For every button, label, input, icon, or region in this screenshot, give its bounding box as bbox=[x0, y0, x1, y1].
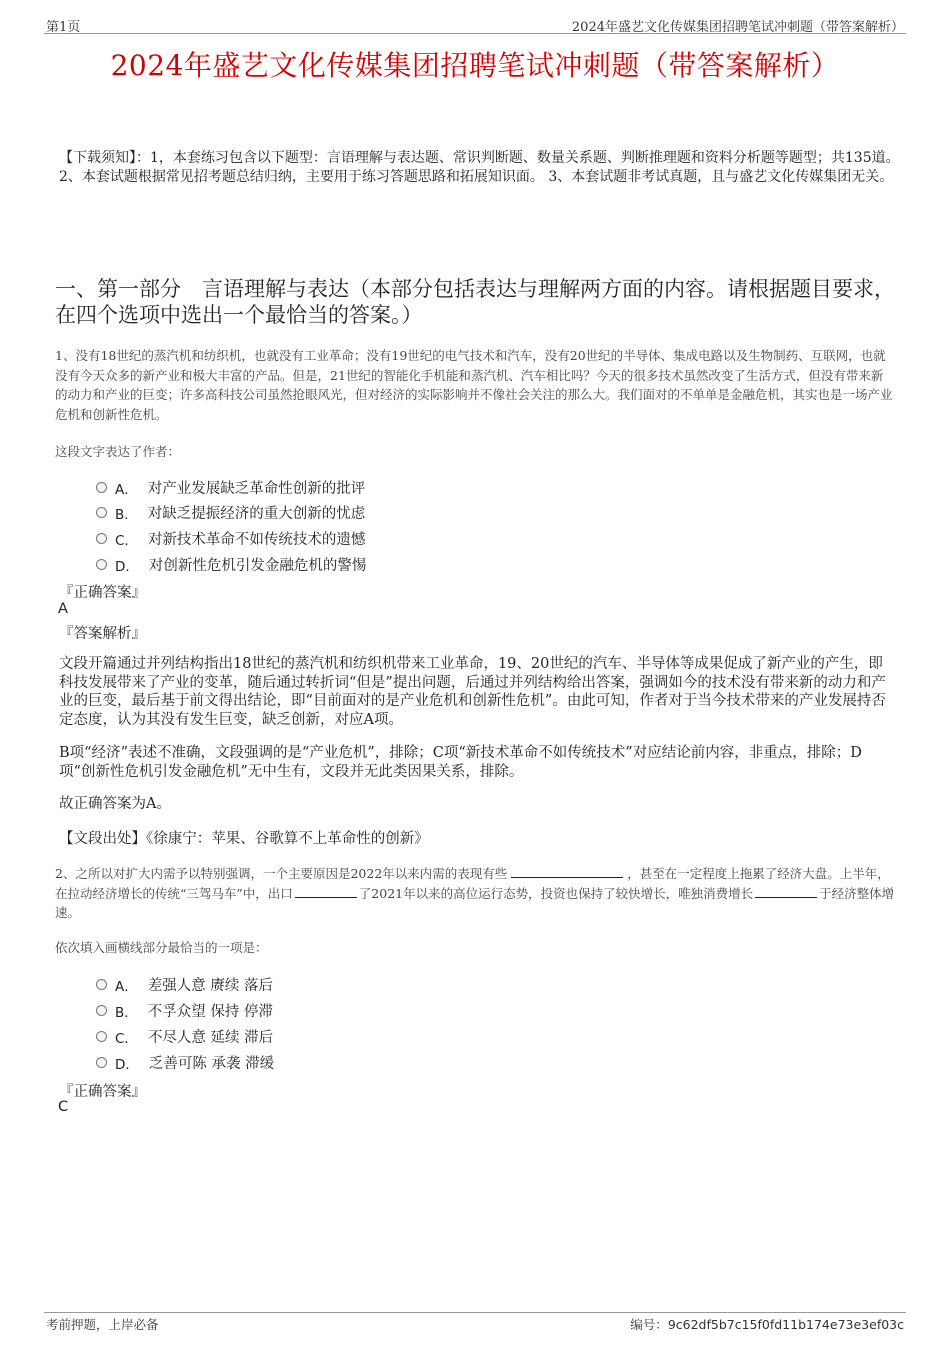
option-text: 对产业发展缺乏革命性创新的批评 bbox=[147, 481, 366, 497]
footer-code bbox=[630, 1315, 904, 1333]
footer-slogan: 考前押题，上岸必备 bbox=[46, 1317, 159, 1332]
q2-option-d[interactable] bbox=[96, 1052, 274, 1073]
page-number: 第1页 bbox=[46, 20, 81, 35]
footer-code-value: 9c62df5b7c15f0fd11b174e73e3ef03c bbox=[667, 1317, 904, 1332]
q2-option-a[interactable] bbox=[96, 974, 273, 995]
section-heading: 一、第一部分 言语理解与表达（本部分包括表达与理解两方面的内容。请根据题目要求，在四个选项中选出一个最恰当的答案。） bbox=[55, 277, 895, 327]
option-text: 差强人意 赓续 落后 bbox=[147, 978, 273, 994]
q2-option-c[interactable] bbox=[96, 1026, 273, 1047]
footer-code-label: 编号： bbox=[630, 1317, 668, 1332]
option-letter: A． bbox=[115, 978, 138, 995]
q2-blank-3[interactable] bbox=[755, 885, 817, 898]
option-letter: D． bbox=[115, 558, 139, 575]
q2-answer: C bbox=[58, 1099, 69, 1115]
q1-option-a[interactable] bbox=[96, 477, 365, 498]
radio-icon[interactable] bbox=[96, 979, 107, 990]
radio-icon[interactable] bbox=[96, 1005, 107, 1016]
q1-option-b[interactable] bbox=[96, 502, 365, 523]
download-notice: 【下载须知】：1，本套练习包含以下题型：言语理解与表达题、常识判断题、数量关系题、判断推理题和资料分析题等题型；共135道。 2、本套试题根据常见招考题总结归纳，主要用于练习答题思路和拓展知识面。 3、本套试题非考试真题，且与盛艺文化传媒集团无关。 bbox=[59, 150, 900, 185]
q2-blank-2[interactable] bbox=[295, 885, 357, 898]
q1-analysis-paragraph-2: B项“经济”表述不准确，文段强调的是“产业危机”，排除；C项“新技术革命不如传统技术”对应结论前内容，非重点，排除；D项“创新性危机引发金融危机”无中生有，文段并无此类因果关系，排除。 bbox=[59, 745, 862, 780]
question-2-prompt: 依次填入画横线部分最恰当的一项是： bbox=[55, 940, 268, 955]
question-2-stem bbox=[55, 864, 895, 923]
option-text: 不孚众望 保持 停滞 bbox=[147, 1004, 273, 1020]
q1-analysis-tag: 『答案解析』 bbox=[59, 626, 146, 642]
q1-option-d[interactable] bbox=[96, 554, 366, 575]
option-letter: B． bbox=[115, 1004, 138, 1021]
question-1-prompt: 这段文字表达了作者： bbox=[55, 444, 181, 459]
question-1-stem: 1、没有18世纪的蒸汽机和纺织机，也就没有工业革命；没有19世纪的电气技术和汽车，没有20世纪的半导体、集成电路以及生物制药、互联网，也就没有今天众多的新产业和极大丰富的产品。但是，21世纪的智能化手机能和蒸汽机、汽车相比吗？今天的很多技术虽然改变了生活方式，但没有带来新的动力和产业的巨变；许多高科技公司虽然抢眼风光，但对经济的实际影响并不像社会关注的那么大。我们面对的不单单是金融危机，其实也是一场产业危机和创新性危机。 bbox=[55, 348, 893, 422]
q1-option-c[interactable] bbox=[96, 528, 365, 549]
header-divider bbox=[44, 33, 906, 34]
option-text: 对创新性危机引发金融危机的警惕 bbox=[148, 558, 367, 574]
document-title: 2024年盛艺文化传媒集团招聘笔试冲刺题（带答案解析） bbox=[110, 49, 840, 82]
option-letter: D． bbox=[115, 1056, 139, 1073]
footer-divider bbox=[44, 1312, 906, 1313]
option-letter: A． bbox=[115, 481, 138, 498]
option-text: 对缺乏提振经济的重大创新的忧虑 bbox=[147, 506, 366, 522]
radio-icon[interactable] bbox=[96, 507, 107, 518]
q2-blank-1[interactable] bbox=[511, 865, 623, 878]
q1-answer-tag: 『正确答案』 bbox=[59, 585, 146, 601]
q2-stem-part-2: ，甚至在一定程度上拖累了经济大盘。上半年，在拉动经济增长的传统“三驾马车”中，出口 bbox=[55, 866, 890, 901]
q2-stem-part-1: 2、之所以对扩大内需予以特别强调，一个主要原因是2022年以来内需的表现有些 bbox=[55, 866, 508, 881]
option-letter: C． bbox=[115, 532, 138, 549]
q2-stem-part-3: 了2021年以来的高位运行态势，投资也保持了较快增长，唯独消费增长 bbox=[358, 885, 754, 901]
option-letter: B． bbox=[115, 506, 138, 523]
option-text: 对新技术革命不如传统技术的遗憾 bbox=[147, 532, 366, 548]
q1-analysis-paragraph-1: 文段开篇通过并列结构指出18世纪的蒸汽机和纺织机带来工业革命，19、20世纪的汽车、半导体等成果促成了新产业的产生，即科技发展带来了产业的变革，随后通过转折词“但是”提出问题，后通过并列结构给出答案，强调如今的技术没有带来新的动力和产业的巨变，最后基于前文得出结论，即“目前面对的是产业危机和创新性危机”。由此可知，作者对于当今技术带来的产业发展持否定态度，认为其没有发生巨变，缺乏创新，对应A项。 bbox=[59, 656, 886, 728]
q2-answer-tag: 『正确答案』 bbox=[59, 1084, 146, 1100]
option-text: 不尽人意 延续 滞后 bbox=[147, 1030, 274, 1046]
radio-icon[interactable] bbox=[96, 533, 107, 544]
radio-icon[interactable] bbox=[96, 1031, 107, 1042]
option-text: 乏善可陈 承袭 滞缓 bbox=[148, 1056, 275, 1072]
q1-source: 【文段出处】《徐康宁：苹果、谷歌算不上革命性的创新》 bbox=[59, 831, 429, 847]
q1-conclusion: 故正确答案为A。 bbox=[59, 796, 171, 812]
option-letter: C． bbox=[115, 1030, 138, 1047]
q2-option-b[interactable] bbox=[96, 1000, 273, 1021]
q1-answer: A bbox=[58, 601, 68, 617]
running-header-title: 2024年盛艺文化传媒集团招聘笔试冲刺题（带答案解析） bbox=[571, 20, 904, 35]
radio-icon[interactable] bbox=[96, 1057, 107, 1068]
radio-icon[interactable] bbox=[96, 482, 107, 493]
radio-icon[interactable] bbox=[96, 559, 107, 570]
q2-stem-part-4: 于经济整体增速。 bbox=[55, 885, 895, 920]
